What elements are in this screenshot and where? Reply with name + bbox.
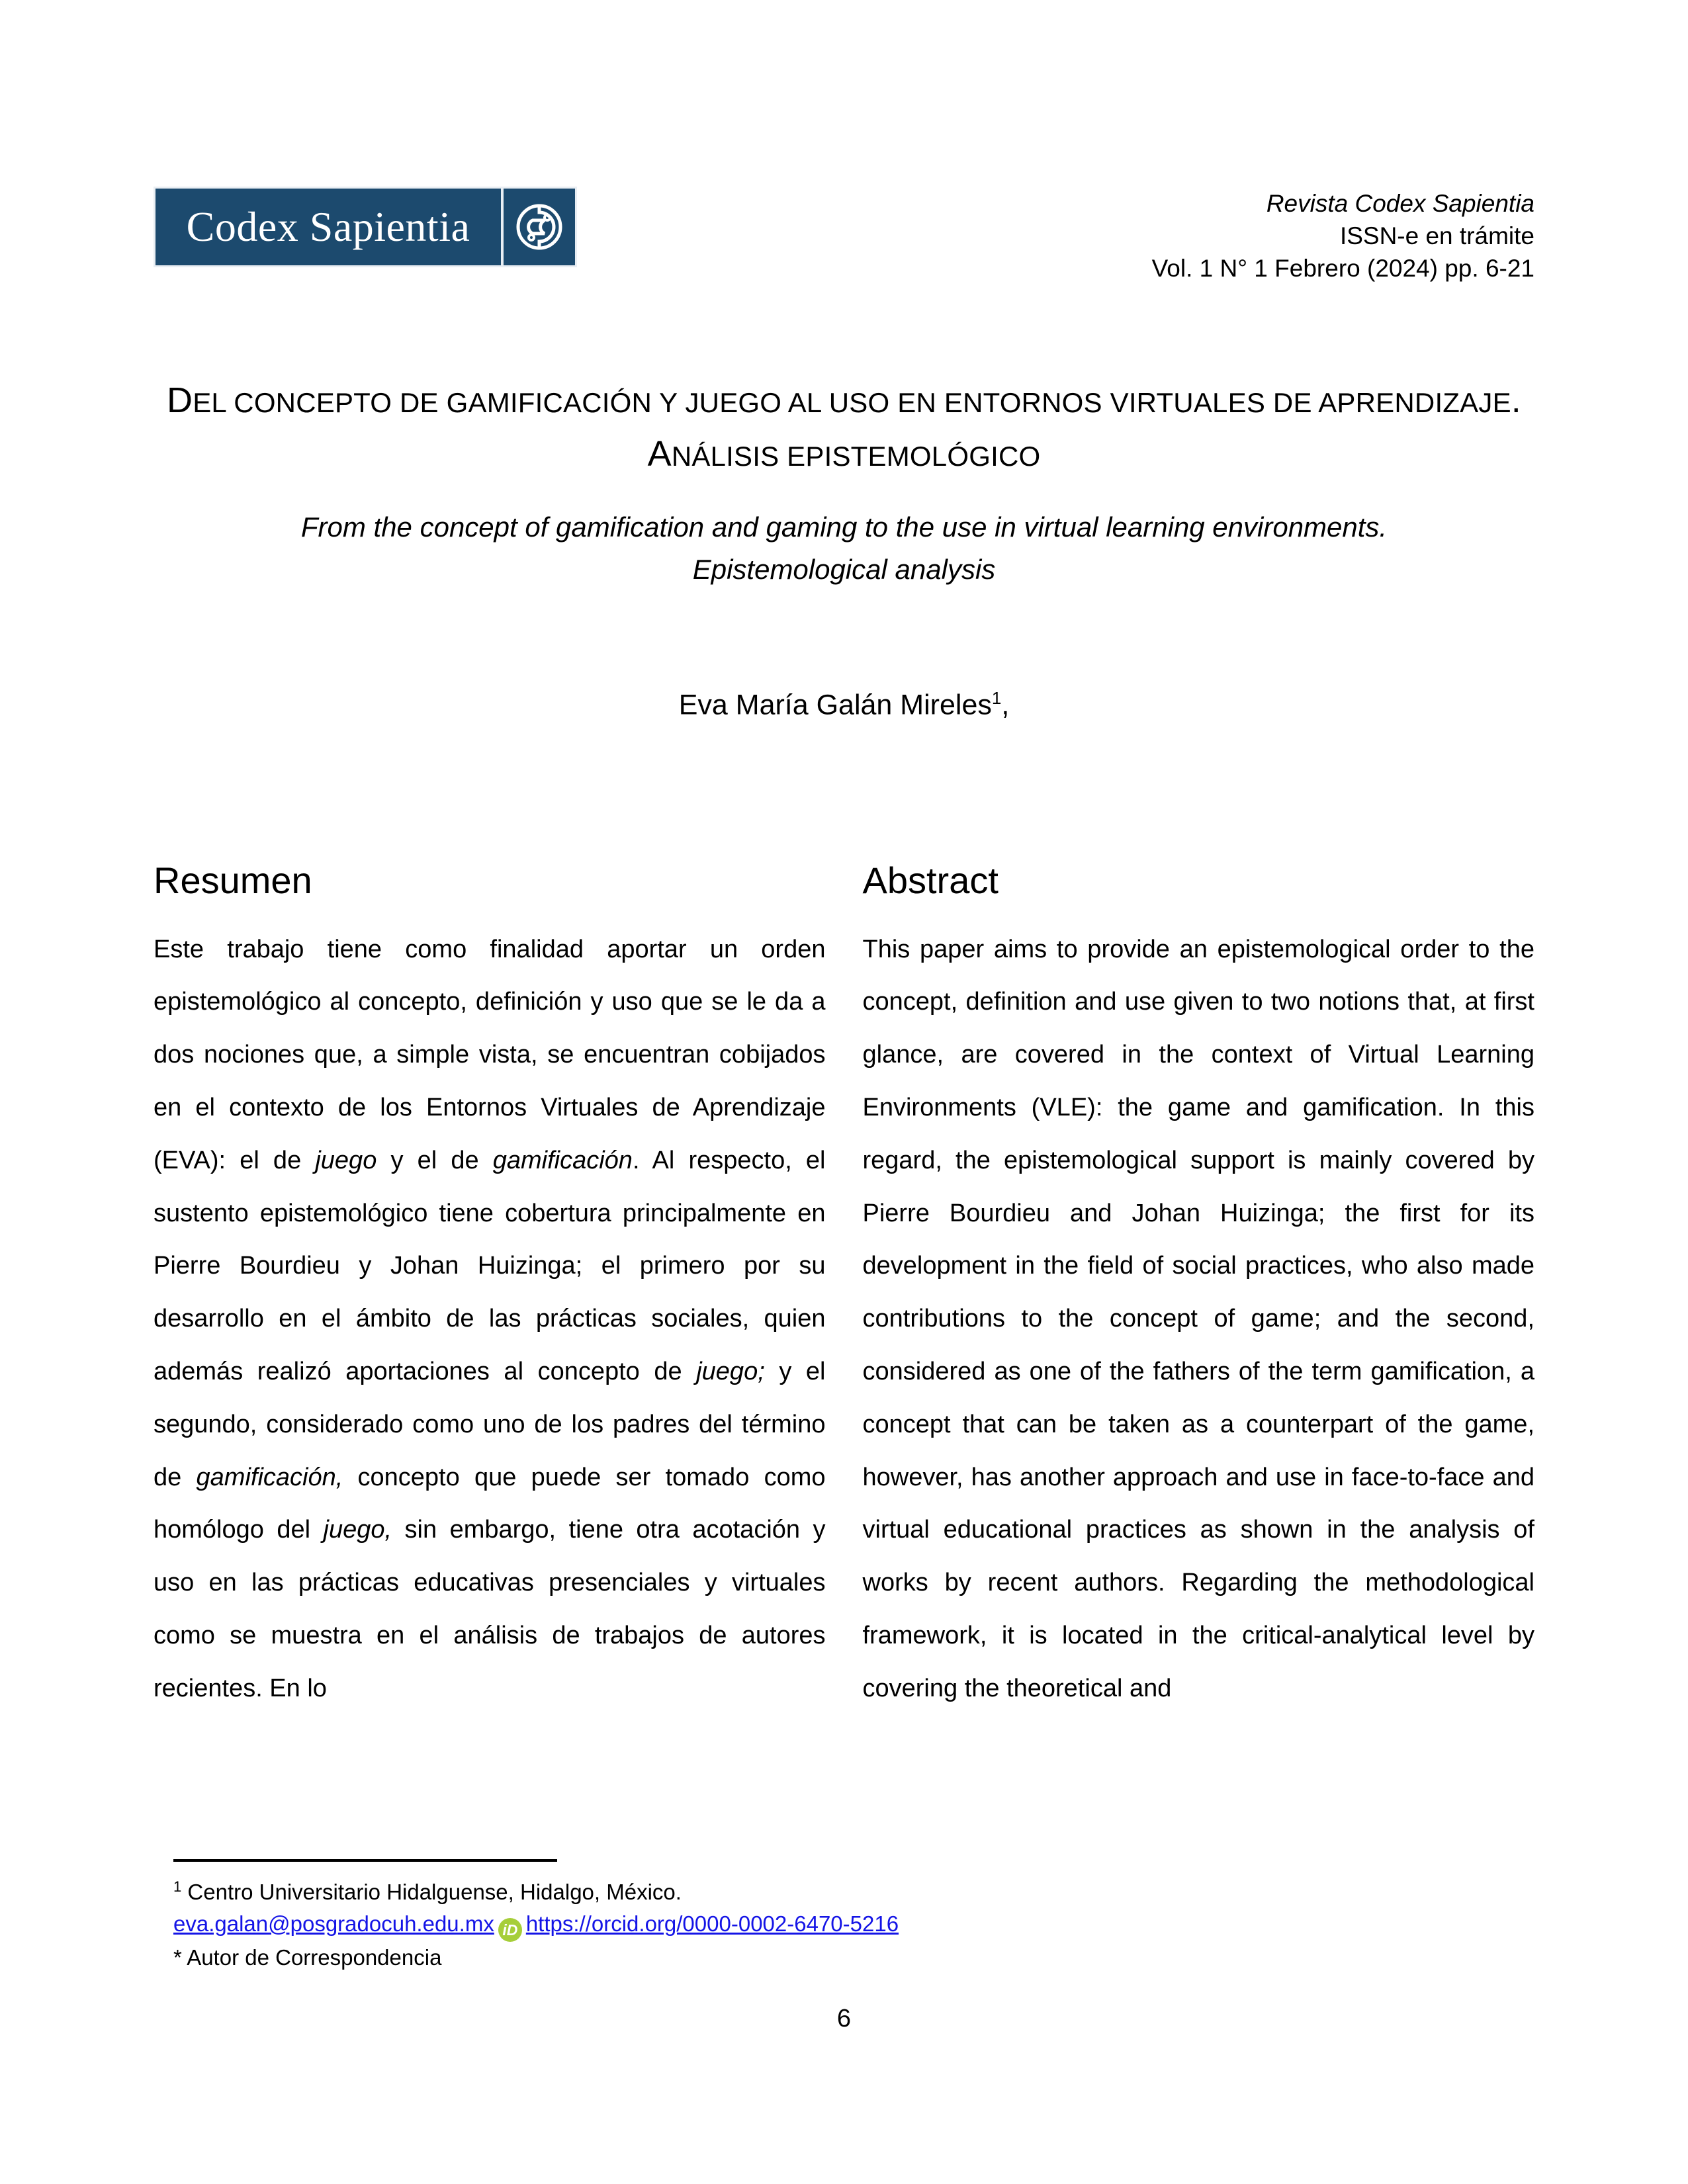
resumen-body	[154, 924, 826, 1716]
footnote-affiliation-line	[173, 1876, 967, 1908]
orcid-id-icon: iD	[498, 1918, 522, 1942]
journal-logo	[154, 187, 577, 267]
page-number: 6	[836, 2005, 852, 2032]
author-email-link[interactable]: eva.galan@posgradocuh.edu.mx	[173, 1911, 494, 1937]
footnote-block	[173, 1859, 967, 1974]
abstract-column	[863, 860, 1535, 1716]
article-titles	[154, 374, 1534, 591]
resumen-emphasis-1: juego	[315, 1146, 377, 1174]
resumen-part-2: y el de	[377, 1146, 493, 1174]
resumen-column	[154, 860, 826, 1716]
title-period: .	[1511, 380, 1521, 420]
resumen-emphasis-3: juego;	[696, 1357, 765, 1385]
abstract-heading: Abstract	[862, 859, 999, 901]
journal-issue: Vol. 1 N° 1 Febrero (2024) pp. 6-21	[1151, 254, 1534, 282]
footnote-affiliation: Centro Universitario Hidalguense, Hidalgo, México.	[181, 1880, 682, 1904]
abstract-columns	[154, 860, 1534, 1716]
footnote-marker: 1	[173, 1878, 182, 1895]
orcid-url-link[interactable]: https://orcid.org/0000-0002-6470-5216	[525, 1911, 899, 1937]
resumen-part-1: Este trabajo tiene como finalidad aportar un orden epistemológico al concepto, definición y uso que se le da a dos nociones que, a simple vista, se encuentran cobijados en el contexto de los Entornos Virtuales de Aprendizaje (EVA): el de	[154, 935, 826, 1174]
article-title-english	[154, 506, 1534, 591]
abstract-body: This paper aims to provide an epistemological order to the concept, definition and use given to two notions that, at first glance, are covered in the context of Virtual Learning Environments (VLE): the game and gamification. In this regard, the epistemological support is mainly covered by Pierre Bourdieu and Johan Huizinga; the first for its development in the field of social practices, who also made contributions to the concept of game; and the second, considered as one of the fathers of the term gamification, a concept that can be taken as a counterpart of the game, however, has another approach and use in face-to-face and virtual educational practices as shown in the analysis of works by recent authors. Regarding the methodological framework, it is located in the critical-analytical level by covering the theoretical and	[862, 935, 1534, 1702]
journal-logo-wordmark: Codex Sapientia	[155, 189, 504, 265]
resumen-part-6: sin embargo, tiene otra acotación y uso en las prácticas educativas presenciales y virtuales como se muestra en el análisis de trabajos de autores recientes. En lo	[154, 1516, 826, 1702]
resumen-part-3: . Al respecto, el sustento epistemológico tiene cobertura principalmente en Pierre Bourdieu y Johan Huizinga; el primero por su desarrollo en el ámbito de las prácticas sociales, quien además realizó aportaciones al concepto de	[154, 1146, 826, 1385]
footnote-separator	[173, 1859, 557, 1862]
resumen-part-5: concepto que puede ser tomado como homólogo del	[154, 1463, 826, 1544]
author-footnote-marker: 1	[991, 688, 1002, 708]
title-english-line2: Epistemological analysis	[692, 553, 996, 585]
resumen-emphasis-2: gamificación	[492, 1146, 633, 1174]
resumen-emphasis-4: gamificación,	[196, 1463, 343, 1491]
masthead	[154, 187, 1534, 284]
article-title-spanish	[154, 374, 1534, 481]
codex-sapientia-emblem-icon	[504, 189, 575, 265]
article-subtitle-spanish: NÁLISIS EPISTEMOLÓGICO	[671, 441, 1041, 472]
journal-metadata	[1152, 187, 1534, 284]
author-name: Eva María Galán Mireles	[678, 689, 992, 721]
resumen-heading: Resumen	[154, 859, 312, 901]
author-suffix: ,	[1001, 689, 1010, 721]
title-spanish-text: EL CONCEPTO DE GAMIFICACIÓN Y JUEGO AL USO EN ENTORNOS VIRTUALES DE APRENDIZAJE	[193, 387, 1511, 418]
journal-title: Revista Codex Sapientia	[1266, 190, 1534, 217]
subtitle-dropcap: A	[647, 434, 672, 474]
journal-issn: ISSN-e en trámite	[1339, 222, 1534, 249]
title-english-line1: From the concept of gamification and gaming to the use in virtual learning environments.	[300, 511, 1388, 543]
title-dropcap: D	[167, 380, 193, 420]
resumen-emphasis-5: juego,	[323, 1516, 392, 1544]
resumen-part-4: y el segundo, considerado como uno de los padres del término de	[154, 1357, 826, 1491]
footnote-contact-line	[173, 1908, 967, 1942]
author-block	[154, 688, 1534, 721]
correspondence-note: * Autor de Correspondencia	[173, 1945, 442, 1970]
